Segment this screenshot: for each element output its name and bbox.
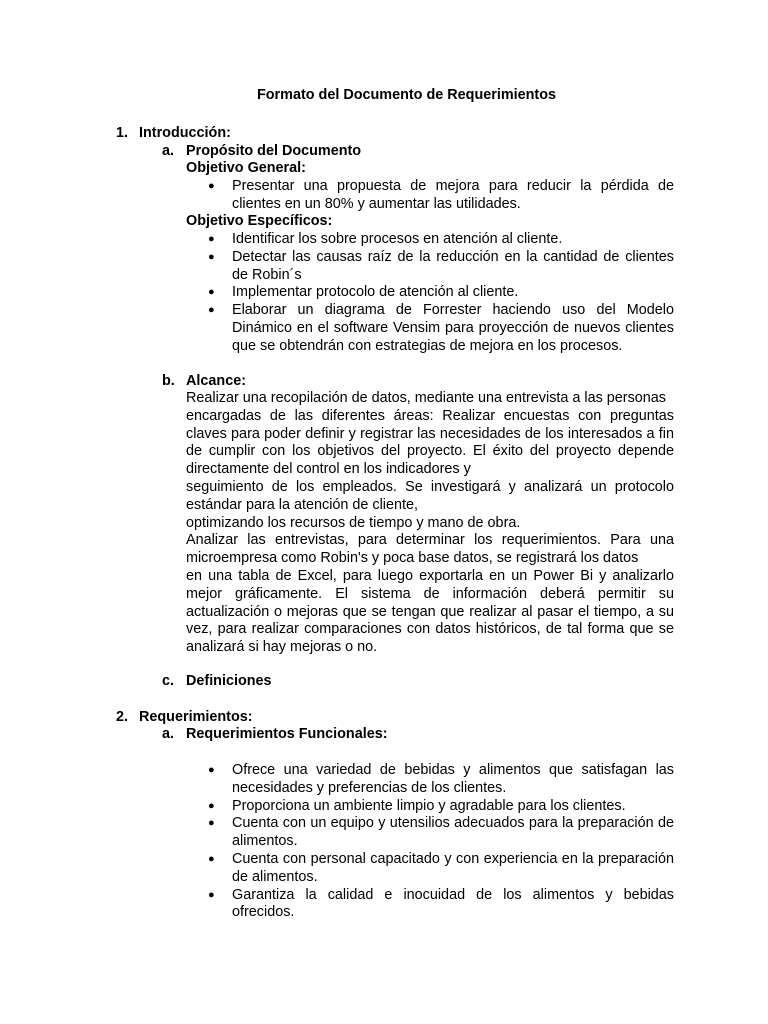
functional-requirements-list — [186, 762, 674, 922]
specific-objectives-list — [186, 231, 674, 356]
paragraph-line: en una tabla de Excel, para luego exportarla en un Power Bi y analizarlo mejor gráficamente. El sistema de información deberá permitir su actualización o mejoras que se tengan que realizar al pasar el tiempo, a su vez, para realizar comparaciones con datos históricos, de tal forma que se analizará si hay mejoras o no. — [186, 567, 674, 656]
section-2-title: Requerimientos: — [139, 709, 253, 725]
subsection-1a-title: Propósito del Documento — [186, 143, 362, 159]
subsection-1c-title: Definiciones — [186, 673, 272, 689]
document-title: Formato del Documento de Requerimientos — [256, 87, 557, 103]
list-item: ● Ofrece una variedad de bebidas y alimentos que satisfagan las necesidades y preferencias de los clientes. — [186, 762, 674, 798]
section-1-number: 1. — [116, 125, 129, 141]
list-item: ● Presentar una propuesta de mejora para reducir la pérdida de clientes en un 80% y aumentar las utilidades. — [186, 178, 674, 214]
scope-paragraph — [186, 390, 674, 657]
list-item: ● Identificar los sobre procesos en atención al cliente. — [186, 231, 674, 249]
list-item: ● Elaborar un diagrama de Forrester haciendo uso del Modelo Dinámico en el software Vensim para proyección de nuevos clientes que se obtendrán con estrategias de mejora en los procesos. — [186, 302, 674, 355]
list-item: ● Detectar las causas raíz de la reducción en la cantidad de clientes de Robin´s — [186, 249, 674, 285]
subsection-1b-title: Alcance: — [186, 373, 246, 389]
list-item: ● Proporciona un ambiente limpio y agradable para los clientes. — [186, 798, 674, 816]
paragraph-line: optimizando los recursos de tiempo y mano de obra. — [186, 514, 521, 531]
general-objective-label: Objetivo General: — [186, 160, 306, 176]
paragraph-line: seguimiento de los empleados. Se investigará y analizará un protocolo estándar para la atención de cliente, — [186, 478, 674, 513]
section-2-number: 2. — [116, 709, 129, 725]
list-item: ● Cuenta con personal capacitado y con experiencia en la preparación de alimentos. — [186, 851, 674, 887]
subsection-2a-title: Requerimientos Funcionales: — [186, 726, 388, 742]
subsection-1b-letter: b. — [162, 373, 175, 389]
paragraph-line: encargadas de las diferentes áreas: Realizar encuestas con preguntas claves para poder definir y registrar las necesidades de los interesados a fin de cumplir con los objetivos del proyecto. El éxito del proyecto depende directamente del control en los indicadores y — [186, 407, 674, 478]
general-objective-list — [186, 178, 674, 214]
specific-objectives-label: Objetivo Específicos: — [186, 213, 333, 229]
paragraph-line: Analizar las entrevistas, para determinar los requerimientos. Para una microempresa como Robin's y poca base datos, se registrará los datos — [186, 532, 674, 567]
subsection-2a-letter: a. — [162, 726, 175, 742]
paragraph-line: Realizar una recopilación de datos, mediante una entrevista a las personas — [186, 390, 666, 406]
list-item: ● Implementar protocolo de atención al cliente. — [186, 284, 674, 302]
section-1-title: Introducción: — [139, 125, 231, 141]
list-item: ● Garantiza la calidad e inocuidad de los alimentos y bebidas ofrecidos. — [186, 887, 674, 923]
subsection-1c-letter: c. — [162, 673, 175, 689]
list-item: ● Cuenta con un equipo y utensilios adecuados para la preparación de alimentos. — [186, 815, 674, 851]
subsection-1a-letter: a. — [162, 143, 175, 159]
